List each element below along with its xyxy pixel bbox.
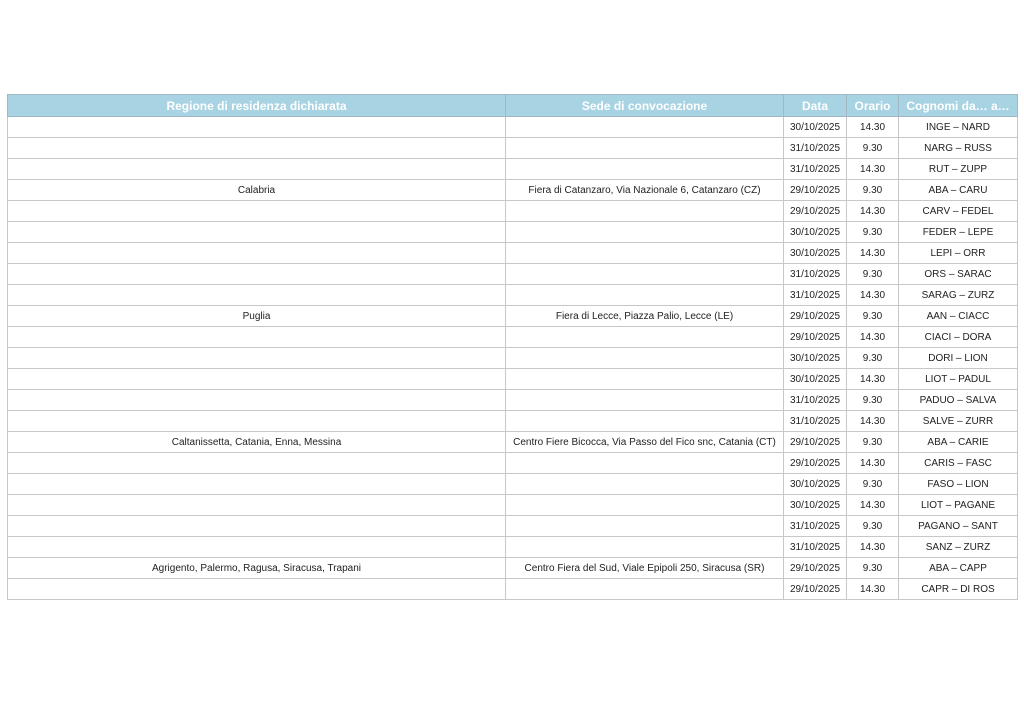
header-cognomi: Cognomi da… a… (899, 95, 1018, 117)
cell-cognomi: SANZ – ZURZ (899, 537, 1018, 558)
table-row (8, 138, 1018, 159)
cell-data: 30/10/2025 (784, 117, 847, 138)
cell-sede (506, 159, 784, 180)
cell-data: 30/10/2025 (784, 348, 847, 369)
cell-sede (506, 348, 784, 369)
cell-sede (506, 474, 784, 495)
cell-orario: 14.30 (847, 453, 899, 474)
cell-cognomi: SARAG – ZURZ (899, 285, 1018, 306)
cell-cognomi: RUT – ZUPP (899, 159, 1018, 180)
table-row (8, 348, 1018, 369)
cell-cognomi: INGE – NARD (899, 117, 1018, 138)
cell-data: 31/10/2025 (784, 537, 847, 558)
cell-data: 30/10/2025 (784, 474, 847, 495)
cell-cognomi: CIACI – DORA (899, 327, 1018, 348)
cell-orario: 9.30 (847, 390, 899, 411)
cell-orario: 14.30 (847, 579, 899, 600)
cell-orario: 14.30 (847, 327, 899, 348)
cell-data: 29/10/2025 (784, 453, 847, 474)
header-orario: Orario (847, 95, 899, 117)
cell-sede: Centro Fiera del Sud, Viale Epipoli 250, Siracusa (SR) (506, 558, 784, 579)
cell-region (8, 495, 506, 516)
cell-orario: 9.30 (847, 222, 899, 243)
table-row (8, 516, 1018, 537)
cell-region (8, 516, 506, 537)
cell-cognomi: PAGANO – SANT (899, 516, 1018, 537)
cell-data: 31/10/2025 (784, 411, 847, 432)
table-row (8, 369, 1018, 390)
cell-orario: 9.30 (847, 348, 899, 369)
table-row (8, 537, 1018, 558)
cell-data: 29/10/2025 (784, 432, 847, 453)
cell-sede (506, 495, 784, 516)
table-row (8, 327, 1018, 348)
cell-data: 29/10/2025 (784, 558, 847, 579)
cell-cognomi: LIOT – PADUL (899, 369, 1018, 390)
cell-cognomi: PADUO – SALVA (899, 390, 1018, 411)
cell-sede (506, 537, 784, 558)
table-row (8, 306, 1018, 327)
table-row (8, 117, 1018, 138)
table-body (8, 117, 1018, 600)
cell-orario: 14.30 (847, 537, 899, 558)
cell-sede (506, 222, 784, 243)
cell-sede (506, 285, 784, 306)
cell-region (8, 264, 506, 285)
cell-region (8, 201, 506, 222)
cell-region (8, 369, 506, 390)
table-row (8, 285, 1018, 306)
cell-sede: Fiera di Catanzaro, Via Nazionale 6, Catanzaro (CZ) (506, 180, 784, 201)
table-row (8, 243, 1018, 264)
cell-cognomi: ABA – CARU (899, 180, 1018, 201)
table-row (8, 558, 1018, 579)
table-header (8, 95, 1018, 117)
cell-data: 31/10/2025 (784, 390, 847, 411)
cell-cognomi: CAPR – DI ROS (899, 579, 1018, 600)
cell-cognomi: FEDER – LEPE (899, 222, 1018, 243)
cell-cognomi: NARG – RUSS (899, 138, 1018, 159)
header-sede: Sede di convocazione (506, 95, 784, 117)
cell-cognomi: CARIS – FASC (899, 453, 1018, 474)
cell-cognomi: FASO – LION (899, 474, 1018, 495)
cell-region (8, 243, 506, 264)
cell-data: 31/10/2025 (784, 516, 847, 537)
table-row (8, 432, 1018, 453)
table-row (8, 474, 1018, 495)
cell-region (8, 474, 506, 495)
cell-cognomi: LEPI – ORR (899, 243, 1018, 264)
cell-data: 29/10/2025 (784, 579, 847, 600)
cell-sede (506, 390, 784, 411)
table-row (8, 579, 1018, 600)
cell-data: 30/10/2025 (784, 243, 847, 264)
cell-data: 31/10/2025 (784, 138, 847, 159)
table-row (8, 180, 1018, 201)
cell-sede (506, 138, 784, 159)
cell-region: Caltanissetta, Catania, Enna, Messina (8, 432, 506, 453)
cell-sede (506, 411, 784, 432)
cell-region (8, 411, 506, 432)
cell-region (8, 159, 506, 180)
cell-cognomi: SALVE – ZURR (899, 411, 1018, 432)
cell-orario: 14.30 (847, 201, 899, 222)
cell-data: 29/10/2025 (784, 180, 847, 201)
table-row (8, 390, 1018, 411)
cell-orario: 14.30 (847, 159, 899, 180)
cell-sede (506, 201, 784, 222)
cell-cognomi: AAN – CIACC (899, 306, 1018, 327)
table-row (8, 264, 1018, 285)
header-row (8, 95, 1018, 117)
cell-data: 30/10/2025 (784, 495, 847, 516)
cell-orario: 14.30 (847, 495, 899, 516)
cell-sede (506, 243, 784, 264)
cell-cognomi: DORI – LION (899, 348, 1018, 369)
table-row (8, 453, 1018, 474)
cell-region: Puglia (8, 306, 506, 327)
cell-region (8, 222, 506, 243)
cell-cognomi: ABA – CAPP (899, 558, 1018, 579)
cell-region (8, 285, 506, 306)
header-data: Data (784, 95, 847, 117)
cell-data: 31/10/2025 (784, 264, 847, 285)
cell-orario: 9.30 (847, 138, 899, 159)
cell-region (8, 390, 506, 411)
cell-region (8, 327, 506, 348)
header-region: Regione di residenza dichiarata (8, 95, 506, 117)
cell-sede: Fiera di Lecce, Piazza Palio, Lecce (LE) (506, 306, 784, 327)
cell-orario: 9.30 (847, 306, 899, 327)
cell-orario: 9.30 (847, 474, 899, 495)
cell-sede (506, 579, 784, 600)
cell-orario: 9.30 (847, 558, 899, 579)
cell-data: 29/10/2025 (784, 306, 847, 327)
cell-region (8, 117, 506, 138)
cell-orario: 14.30 (847, 285, 899, 306)
cell-orario: 9.30 (847, 516, 899, 537)
cell-sede (506, 453, 784, 474)
cell-region (8, 579, 506, 600)
cell-cognomi: ORS – SARAC (899, 264, 1018, 285)
convocation-schedule-table (7, 94, 1018, 600)
cell-data: 30/10/2025 (784, 222, 847, 243)
cell-region: Agrigento, Palermo, Ragusa, Siracusa, Trapani (8, 558, 506, 579)
table-row (8, 159, 1018, 180)
cell-data: 29/10/2025 (784, 201, 847, 222)
cell-orario: 9.30 (847, 432, 899, 453)
cell-orario: 9.30 (847, 180, 899, 201)
table-row (8, 201, 1018, 222)
cell-data: 31/10/2025 (784, 159, 847, 180)
cell-region (8, 348, 506, 369)
cell-cognomi: ABA – CARIE (899, 432, 1018, 453)
cell-data: 30/10/2025 (784, 369, 847, 390)
table-row (8, 411, 1018, 432)
table-row (8, 222, 1018, 243)
cell-orario: 14.30 (847, 117, 899, 138)
cell-sede (506, 264, 784, 285)
cell-region (8, 453, 506, 474)
cell-orario: 14.30 (847, 369, 899, 390)
cell-cognomi: LIOT – PAGANE (899, 495, 1018, 516)
cell-orario: 14.30 (847, 243, 899, 264)
cell-data: 29/10/2025 (784, 327, 847, 348)
table-row (8, 495, 1018, 516)
cell-region: Calabria (8, 180, 506, 201)
cell-sede (506, 369, 784, 390)
cell-region (8, 138, 506, 159)
cell-data: 31/10/2025 (784, 285, 847, 306)
cell-orario: 9.30 (847, 264, 899, 285)
cell-sede: Centro Fiere Bicocca, Via Passo del Fico snc, Catania (CT) (506, 432, 784, 453)
cell-orario: 14.30 (847, 411, 899, 432)
cell-cognomi: CARV – FEDEL (899, 201, 1018, 222)
cell-sede (506, 516, 784, 537)
cell-sede (506, 117, 784, 138)
cell-sede (506, 327, 784, 348)
cell-region (8, 537, 506, 558)
